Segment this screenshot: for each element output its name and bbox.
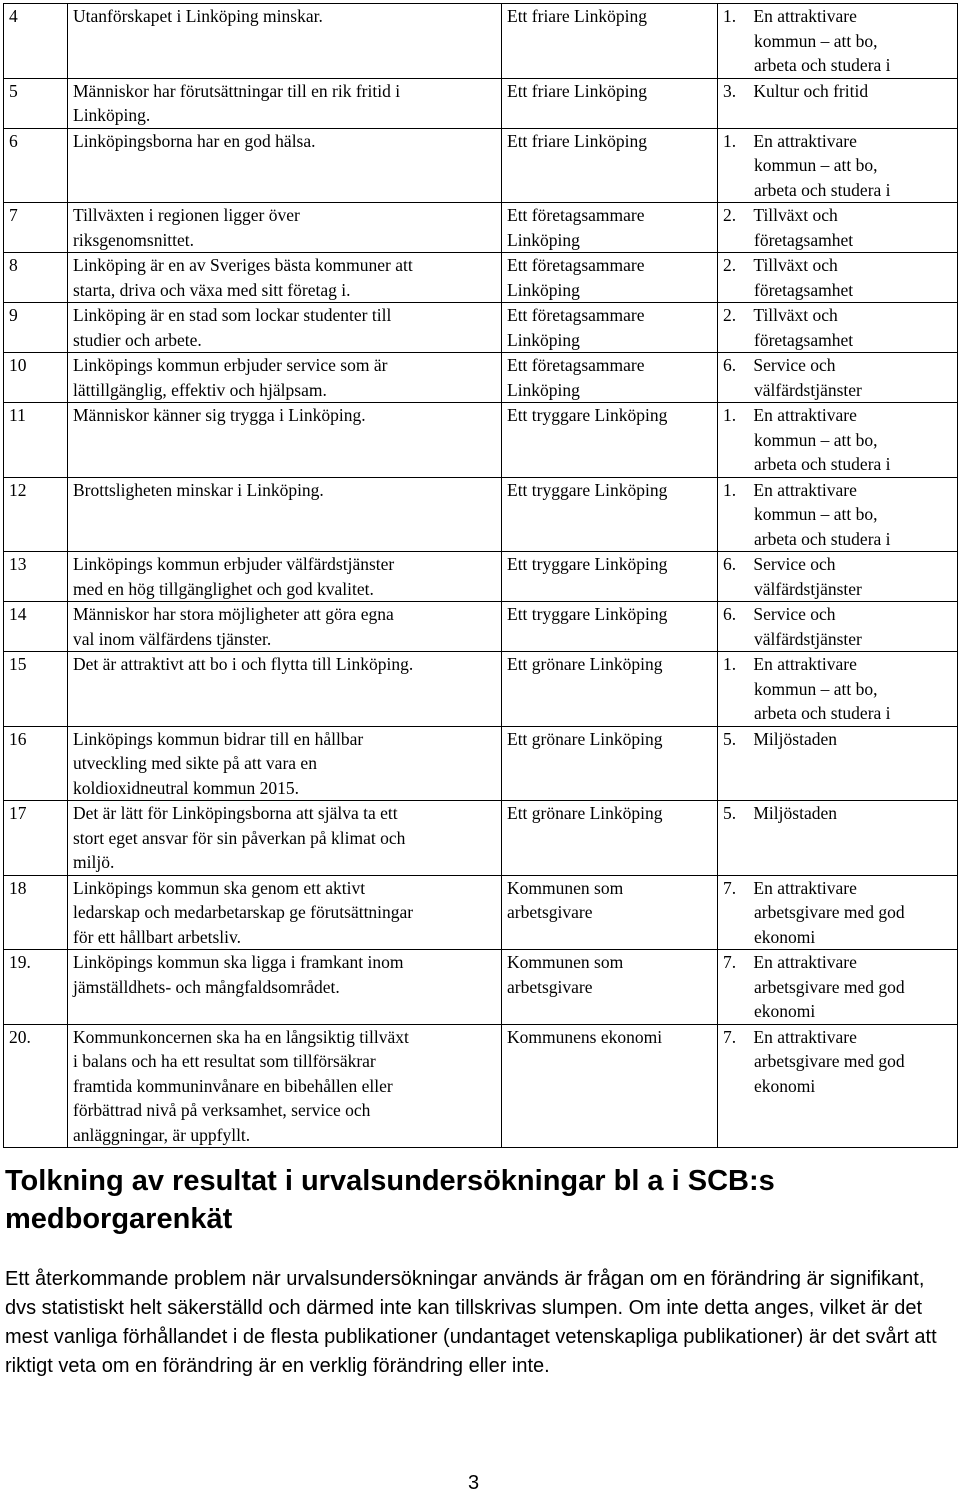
direction-number: 1.: [723, 654, 737, 674]
focus-area-line: Linköping: [507, 379, 580, 400]
direction-number: 1.: [723, 6, 737, 26]
direction-cell: [718, 875, 958, 950]
direction-line: [723, 303, 953, 328]
focus-area-line: Linköping: [507, 279, 580, 300]
direction-line: [723, 950, 953, 975]
direction-number: 6.: [723, 554, 737, 574]
goal-text-line: anläggningar, är uppfyllt.: [73, 1124, 251, 1145]
direction-number: 2.: [723, 305, 737, 325]
focus-area-cell: [502, 403, 718, 478]
goal-number-cell: 6: [4, 128, 68, 203]
focus-area-cell: [502, 303, 718, 353]
focus-area-cell: [502, 353, 718, 403]
table-row: [4, 1024, 958, 1148]
focus-area-cell: [502, 950, 718, 1025]
direction-line: [723, 403, 953, 428]
focus-area-line: Ett företagsammare: [507, 355, 645, 375]
goal-text-cell: [68, 602, 502, 652]
direction-text: välfärdstjänster: [754, 379, 862, 400]
direction-line: [723, 801, 953, 826]
goal-text-line: lättillgänglig, effektiv och hjälpsam.: [73, 379, 327, 400]
focus-area-line: Kommunen som: [507, 952, 624, 972]
direction-text: En attraktivare: [753, 6, 857, 26]
focus-area-line: Ett friare Linköping: [507, 130, 647, 151]
direction-line: [723, 129, 953, 154]
direction-line: [723, 4, 953, 29]
goals-table-body: [4, 4, 958, 1148]
direction-text: Tillväxt och: [753, 205, 838, 225]
focus-area-line: Ett friare Linköping: [507, 80, 647, 101]
direction-cell: [718, 403, 958, 478]
goal-text-cell: [68, 726, 502, 801]
goal-text-cell: [68, 652, 502, 727]
goal-text-line: Människor har förutsättningar till en rik fritid i: [73, 80, 401, 101]
goal-text-cell: [68, 303, 502, 353]
goal-number-cell: 20.: [4, 1024, 68, 1148]
goal-text-line: Linköping är en av Sveriges bästa kommuner att: [73, 255, 413, 275]
goal-text-line: Det är lätt för Linköpingsborna att själva ta ett: [73, 803, 398, 823]
focus-area-line: Ett grönare Linköping: [507, 654, 663, 674]
direction-line: [723, 552, 953, 577]
direction-text: arbeta och studera i: [754, 179, 891, 200]
goal-text-cell: [68, 403, 502, 478]
goal-number-cell: 11: [4, 403, 68, 478]
goal-text-line: utveckling med sikte på att vara en: [73, 753, 317, 773]
goal-text-line: starta, driva och växa med sitt företag i.: [73, 279, 351, 300]
goal-text-cell: [68, 477, 502, 552]
goal-number-cell: 18: [4, 875, 68, 950]
table-row: [4, 4, 958, 79]
goal-text-line: Linköpings kommun erbjuder välfärdstjänster: [73, 554, 395, 574]
table-row: [4, 253, 958, 303]
direction-cell: [718, 552, 958, 602]
direction-text: företagsamhet: [754, 229, 854, 250]
goal-text-line: Människor har stora möjligheter att göra egna: [73, 604, 394, 624]
goal-number-cell: 10: [4, 353, 68, 403]
focus-area-line: Linköping: [507, 229, 580, 250]
focus-area-line: Kommunens ekonomi: [507, 1026, 663, 1047]
direction-cell: [718, 950, 958, 1025]
table-row: [4, 303, 958, 353]
focus-area-line: Ett företagsammare: [507, 205, 645, 225]
goal-text-line: i balans och ha ett resultat som tillförsäkrar: [73, 1051, 376, 1071]
direction-cell: [718, 602, 958, 652]
direction-number: 1.: [723, 130, 737, 151]
goal-text-cell: [68, 353, 502, 403]
direction-text: arbeta och studera i: [754, 703, 891, 723]
direction-text: kommun – att bo,: [754, 504, 878, 524]
goal-text-line: Tillväxten i regionen ligger över: [73, 205, 300, 225]
direction-text: arbetsgivare med god: [754, 976, 905, 997]
direction-line: [723, 79, 953, 104]
direction-text: arbeta och studera i: [754, 454, 891, 474]
direction-cell: [718, 303, 958, 353]
focus-area-cell: [502, 801, 718, 876]
focus-area-line: arbetsgivare: [507, 902, 593, 922]
direction-text: Miljöstaden: [753, 803, 837, 823]
goal-number-cell: 9: [4, 303, 68, 353]
goal-text-line: för ett hållbart arbetsliv.: [73, 926, 241, 947]
table-row: [4, 78, 958, 128]
direction-text: En attraktivare: [753, 1026, 857, 1047]
direction-number: 6.: [723, 355, 737, 375]
page-number: 3: [468, 1472, 480, 1494]
direction-line: [723, 727, 953, 752]
goal-text-line: Linköpings kommun ska ligga i framkant inom: [73, 952, 404, 972]
direction-cell: [718, 253, 958, 303]
direction-cell: [718, 78, 958, 128]
focus-area-cell: [502, 652, 718, 727]
direction-text: arbeta och studera i: [754, 528, 891, 549]
direction-text: Miljöstaden: [753, 728, 837, 749]
section-heading: [5, 1162, 955, 1238]
direction-text: välfärdstjänster: [754, 578, 862, 599]
goal-text-cell: [68, 253, 502, 303]
focus-area-cell: [502, 1024, 718, 1148]
direction-text: En attraktivare: [753, 654, 857, 674]
direction-text: kommun – att bo,: [754, 678, 878, 699]
focus-area-line: Ett friare Linköping: [507, 6, 647, 26]
direction-number: 7.: [723, 877, 737, 898]
goal-text-line: Utanförskapet i Linköping minskar.: [73, 6, 323, 26]
table-row: [4, 128, 958, 203]
direction-text: Kultur och fritid: [753, 80, 869, 101]
goal-text-cell: [68, 1024, 502, 1148]
focus-area-cell: [502, 203, 718, 253]
goal-text-cell: [68, 128, 502, 203]
direction-number: 3.: [723, 80, 737, 101]
direction-text: företagsamhet: [754, 329, 854, 350]
goal-text-line: riksgenomsnittet.: [73, 229, 195, 250]
goal-number-cell: 15: [4, 652, 68, 727]
direction-number: 1.: [723, 479, 737, 500]
direction-text: ekonomi: [754, 1075, 816, 1096]
focus-area-line: Ett grönare Linköping: [507, 728, 663, 749]
direction-number: 1.: [723, 405, 737, 425]
table-row: [4, 552, 958, 602]
direction-text: arbetsgivare med god: [754, 1051, 905, 1071]
goal-number-cell: 7: [4, 203, 68, 253]
goal-number-cell: 19.: [4, 950, 68, 1025]
section-heading-line-1: Tolkning av resultat i urvalsundersökningar bl a i SCB:s: [5, 1165, 775, 1197]
goal-number-cell: 4: [4, 4, 68, 79]
focus-area-line: Ett grönare Linköping: [507, 803, 663, 823]
direction-line: [723, 602, 953, 627]
goal-number-cell: 14: [4, 602, 68, 652]
goal-text-line: Linköpings kommun bidrar till en hållbar: [73, 728, 364, 749]
goal-text-line: studier och arbete.: [73, 329, 202, 350]
table-row: [4, 602, 958, 652]
focus-area-cell: [502, 253, 718, 303]
table-row: [4, 203, 958, 253]
focus-area-line: Ett företagsammare: [507, 305, 645, 325]
direction-text: kommun – att bo,: [754, 429, 878, 450]
goal-number-cell: 16: [4, 726, 68, 801]
goal-text-line: koldioxidneutral kommun 2015.: [73, 777, 300, 798]
table-row: [4, 801, 958, 876]
goal-text-line: framtida kommuninvånare en bibehållen eller: [73, 1075, 393, 1096]
focus-area-cell: [502, 726, 718, 801]
direction-number: 7.: [723, 952, 737, 972]
direction-cell: [718, 477, 958, 552]
goal-text-line: Människor känner sig trygga i Linköping.: [73, 405, 366, 425]
direction-number: 2.: [723, 205, 737, 225]
direction-cell: [718, 353, 958, 403]
table-row: [4, 726, 958, 801]
direction-number: 2.: [723, 255, 737, 275]
focus-area-line: Ett tryggare Linköping: [507, 554, 668, 574]
goal-text-line: Det är attraktivt att bo i och flytta till Linköping.: [73, 654, 414, 674]
goal-text-line: jämställdhets- och mångfaldsområdet.: [73, 976, 340, 997]
focus-area-cell: [502, 4, 718, 79]
direction-number: 7.: [723, 1026, 737, 1047]
goal-number-cell: 8: [4, 253, 68, 303]
direction-text: ekonomi: [754, 926, 816, 947]
direction-text: Service och: [753, 554, 836, 574]
direction-text: företagsamhet: [754, 279, 854, 300]
focus-area-line: Kommunen som: [507, 877, 624, 898]
focus-area-cell: [502, 78, 718, 128]
goal-text-cell: [68, 950, 502, 1025]
goal-number-cell: 12: [4, 477, 68, 552]
focus-area-cell: [502, 128, 718, 203]
direction-text: Tillväxt och: [753, 305, 838, 325]
direction-cell: [718, 1024, 958, 1148]
focus-area-line: Ett tryggare Linköping: [507, 604, 668, 624]
direction-text: En attraktivare: [753, 479, 857, 500]
goal-text-line: förbättrad nivå på verksamhet, service och: [73, 1100, 371, 1120]
goal-text-line: Linköping är en stad som lockar studenter till: [73, 305, 392, 325]
direction-cell: [718, 4, 958, 79]
goal-text-line: Linköpings kommun ska genom ett aktivt: [73, 877, 366, 898]
direction-line: [723, 203, 953, 228]
direction-text: En attraktivare: [753, 952, 857, 972]
focus-area-line: Ett tryggare Linköping: [507, 405, 668, 425]
direction-text: arbetsgivare med god: [754, 902, 905, 922]
goals-table: [3, 3, 958, 1148]
direction-cell: [718, 128, 958, 203]
focus-area-line: arbetsgivare: [507, 976, 593, 997]
direction-line: [723, 353, 953, 378]
direction-text: kommun – att bo,: [754, 30, 878, 51]
focus-area-cell: [502, 875, 718, 950]
direction-text: välfärdstjänster: [754, 628, 862, 649]
direction-cell: [718, 203, 958, 253]
direction-text: En attraktivare: [753, 877, 857, 898]
goal-number-cell: 17: [4, 801, 68, 876]
direction-line: [723, 478, 953, 503]
focus-area-cell: [502, 477, 718, 552]
section-paragraph: Ett återkommande problem när urvalsundersökningar används är frågan om en förändring är signifikant, dvs statistiskt helt säkerställd och därmed inte kan tillskrivas slumpen. Om inte detta anges, vilket är det mest vanliga förhållandet i de flesta publikationer (undantaget vetenskapliga publikationer) är det svårt att riktigt veta om en förändring är en verklig förändring eller inte.: [5, 1268, 937, 1377]
direction-number: 5.: [723, 803, 737, 823]
table-row: [4, 652, 958, 727]
direction-text: kommun – att bo,: [754, 155, 878, 175]
goal-number-cell: 5: [4, 78, 68, 128]
table-row: [4, 403, 958, 478]
focus-area-line: Ett tryggare Linköping: [507, 479, 668, 500]
goal-text-line: Brottsligheten minskar i Linköping.: [73, 479, 324, 500]
section-heading-line-2: medborgarenkät: [5, 1203, 233, 1235]
goal-text-cell: [68, 4, 502, 79]
direction-text: arbeta och studera i: [754, 55, 891, 75]
focus-area-cell: [502, 602, 718, 652]
goal-text-line: ledarskap och medarbetarskap ge förutsättningar: [73, 902, 414, 922]
table-row: [4, 477, 958, 552]
direction-text: Service och: [753, 355, 836, 375]
goal-text-cell: [68, 552, 502, 602]
direction-text: Service och: [753, 604, 836, 624]
focus-area-line: Linköping: [507, 329, 580, 350]
direction-text: En attraktivare: [753, 130, 857, 151]
goal-text-line: val inom välfärdens tjänster.: [73, 628, 272, 649]
goal-text-line: Kommunkoncernen ska ha en långsiktig tillväxt: [73, 1026, 409, 1047]
goal-text-line: miljö.: [73, 852, 115, 872]
goal-text-line: Linköping.: [73, 105, 151, 125]
direction-text: En attraktivare: [753, 405, 857, 425]
focus-area-line: Ett företagsammare: [507, 255, 645, 275]
goal-text-cell: [68, 203, 502, 253]
table-row: [4, 950, 958, 1025]
goal-text-line: med en hög tillgänglighet och god kvalitet.: [73, 578, 374, 599]
direction-number: 6.: [723, 604, 737, 624]
direction-number: 5.: [723, 728, 737, 749]
direction-text: Tillväxt och: [753, 255, 838, 275]
goal-text-line: Linköpings kommun erbjuder service som är: [73, 355, 388, 375]
direction-cell: [718, 652, 958, 727]
goal-text-line: stort eget ansvar för sin påverkan på klimat och: [73, 827, 406, 848]
goal-number-cell: 13: [4, 552, 68, 602]
direction-line: [723, 1025, 953, 1050]
direction-line: [723, 876, 953, 901]
direction-cell: [718, 726, 958, 801]
goal-text-cell: [68, 875, 502, 950]
goal-text-cell: [68, 801, 502, 876]
direction-line: [723, 253, 953, 278]
goal-text-line: Linköpingsborna har en god hälsa.: [73, 130, 316, 151]
goal-text-cell: [68, 78, 502, 128]
direction-text: ekonomi: [754, 1001, 816, 1021]
direction-cell: [718, 801, 958, 876]
focus-area-cell: [502, 552, 718, 602]
table-row: [4, 353, 958, 403]
table-row: [4, 875, 958, 950]
direction-line: [723, 652, 953, 677]
